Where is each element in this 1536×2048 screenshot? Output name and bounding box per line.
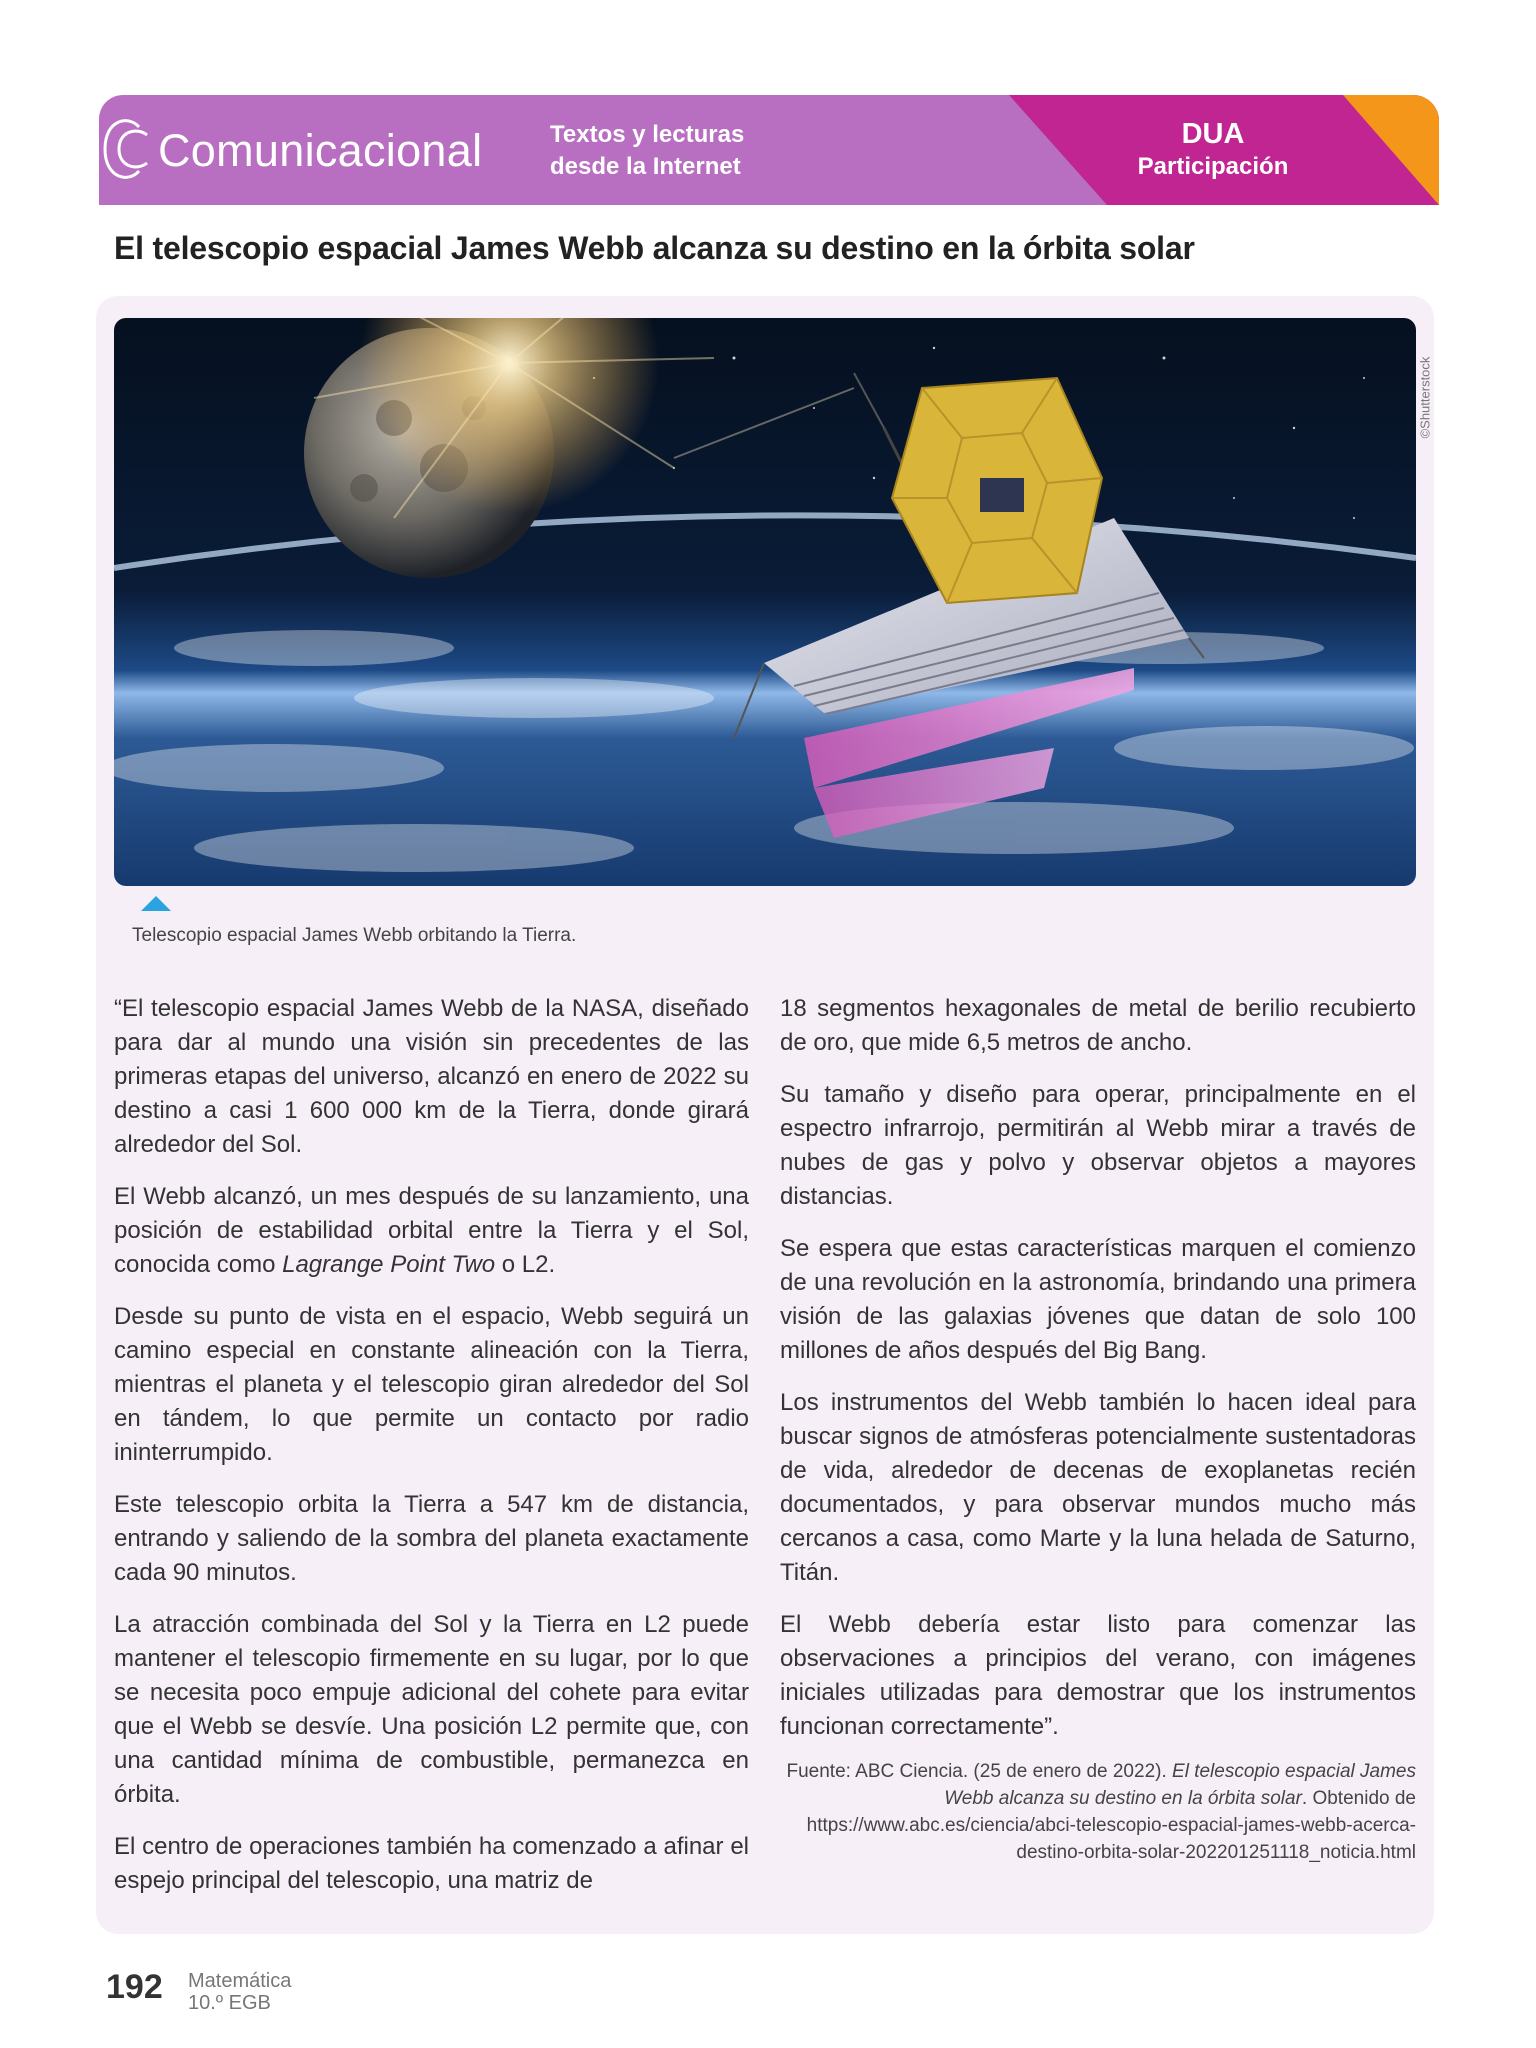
paragraph: Este telescopio orbita la Tierra a 547 km de distancia, entrando y saliendo de la sombra del planeta exactamente cada 90 minutos. — [114, 1491, 749, 1586]
subtitle-line-2: desde la Internet — [550, 153, 741, 180]
paragraph — [114, 1180, 749, 1282]
paragraph: 18 segmentos hexagonales de metal de berilio recubierto de oro, que mide 6,5 metros de ancho. — [780, 995, 1416, 1056]
paragraph: El Webb debería estar listo para comenzar las observaciones a principios del verano, con imágenes iniciales utilizadas para demostrar que los instrumentos funcionan correctamente”. — [780, 1611, 1416, 1740]
photo-caption: Telescopio espacial James Webb orbitando la Tierra. — [132, 925, 577, 946]
paragraph-text: El Webb alcanzó, un mes después de su lanzamiento, una posición de estabilidad orbital entre la Tierra y el Sol, conocida como — [114, 1183, 749, 1278]
dua-title: DUA — [1181, 118, 1245, 150]
photo-credit — [1416, 350, 1450, 450]
article-title: El telescopio espacial James Webb alcanza su destino en la órbita solar — [114, 230, 1195, 266]
paragraph: Desde su punto de vista en el espacio, Webb seguirá un camino especial en constante alineación con la Tierra, mientras el planeta y el telescopio giran alrededor del Sol en tándem, lo que permite un contacto por radio ininterrumpido. — [114, 1303, 749, 1466]
caption-marker-icon — [141, 896, 171, 911]
source-title: El telescopio espacial James Webb alcanza su destino en la órbita solar — [944, 1761, 1416, 1809]
page-number: 192 — [106, 1968, 163, 2006]
section-banner — [99, 95, 1439, 205]
footer-subject — [188, 1970, 291, 2014]
space-illustration — [114, 318, 1416, 886]
subject-name: Matemática — [188, 1970, 292, 1992]
brand-title: Comunicacional — [158, 125, 483, 176]
section-subtitle — [550, 119, 744, 183]
dua-label — [1113, 117, 1313, 183]
paragraph: Los instrumentos del Webb también lo hacen ideal para buscar signos de atmósferas potencialmente sustentadoras de vida, alrededor de decenas de exoplanetas recién documentados, y para observar mundos mucho más cercanos a casa, como Marte y la luna helada de Saturno, Titán. — [780, 1389, 1416, 1586]
grade-level: 10.º EGB — [188, 1992, 271, 2014]
paragraph-text: o L2. — [495, 1251, 556, 1278]
article-column-1 — [114, 992, 749, 1916]
paragraph: El centro de operaciones también ha comenzado a afinar el espejo principal del telescopio, una matriz de — [114, 1833, 749, 1894]
article-column-2 — [780, 992, 1416, 1884]
source-prefix: Fuente: ABC Ciencia. (25 de enero de 2022). — [786, 1761, 1173, 1782]
source-citation — [780, 1758, 1416, 1866]
lagrange-term: Lagrange Point Two — [282, 1251, 496, 1278]
photo-credit-text: ©Shutterstock — [1417, 356, 1433, 439]
comunicacional-logo-icon — [99, 109, 151, 189]
dua-subtitle: Participación — [1137, 153, 1289, 180]
source-url-text: . Obtenido de https://www.abc.es/ciencia/abci-telescopio-espacial-james-webb-acerca-destino-orbita-solar-202201251118_noticia.html — [806, 1788, 1416, 1863]
paragraph: Su tamaño y diseño para operar, principalmente en el espectro infrarrojo, permitirán al Webb mirar a través de nubes de gas y polvo y observar objetos a mayores distancias. — [780, 1081, 1416, 1210]
subtitle-line-1: Textos y lecturas — [550, 121, 745, 148]
paragraph: La atracción combinada del Sol y la Tierra en L2 puede mantener el telescopio firmemente en su lugar, por lo que se necesita poco empuje adicional del cohete para evitar que el Webb se desvíe. Una posición L2 permite que, con una cantidad mínima de combustible, permanezca en órbita. — [114, 1611, 749, 1808]
webb-telescope-photo — [114, 318, 1416, 886]
paragraph: “El telescopio espacial James Webb de la NASA, diseñado para dar al mundo una visión sin precedentes de las primeras etapas del universo, alcanzó en enero de 2022 su destino a casi 1 600 000 km de la Tierra, donde girará alrededor del Sol. — [114, 995, 749, 1158]
paragraph: Se espera que estas características marquen el comienzo de una revolución en la astronomía, brindando una primera visión de las galaxias jóvenes que datan de solo 100 millones de años después del Big Bang. — [780, 1235, 1416, 1364]
